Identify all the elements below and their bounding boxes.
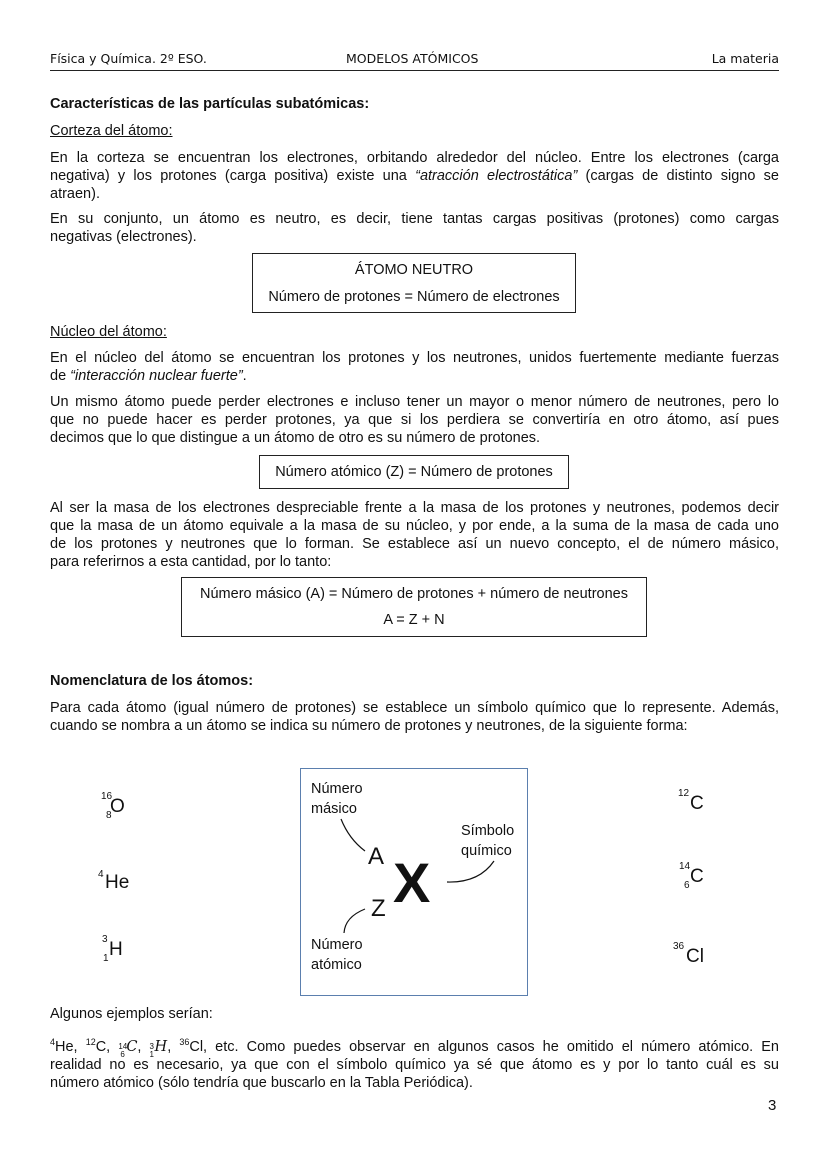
text-line: negativas (electrones). (50, 229, 197, 245)
label-chemical-symbol: Símbolo químico (461, 823, 515, 859)
box-atomic-number (259, 455, 569, 489)
text-line: Un mismo átomo puede perder electrones e incluso tener un mayor o menor número de neutrones, pero lo (50, 394, 779, 410)
text-line: atraen). (50, 186, 100, 202)
text-line: En su conjunto, un átomo es neutro, es decir, tiene tantas cargas positivas (protones) como cargas (50, 211, 779, 227)
text-line: de “interacción nuclear fuerte”. (50, 368, 247, 384)
text-line: decimos que lo que distingue a un átomo de otro es su número de protones. (50, 430, 541, 446)
heading-corteza: Corteza del átomo: (50, 123, 173, 139)
page-header (50, 51, 779, 71)
diagram-arrows (301, 769, 529, 997)
text-line: que no puede hacer es perder protones, ya que si los perdiera se convertiría en otro átomo, así pues (50, 412, 779, 428)
box-equation: A = Z + N (383, 612, 445, 628)
text-line: En la corteza se encuentran los electrones, orbitando alrededor del núcleo. Entre los electrones (carga (50, 150, 779, 166)
box-formula: Número atómico (Z) = Número de protones (275, 464, 553, 480)
label-mass-number: Número másico (311, 781, 363, 817)
text-line: negativa) y los protones (carga positiva) existe una “atracción electrostática” (cargas de distinto signo se (50, 168, 779, 184)
box-formula: Número de protones = Número de electrones (268, 289, 560, 305)
paragraph-neutral (50, 210, 779, 246)
box-neutral-atom (252, 253, 576, 313)
isotope-carbon-12: 12 C (678, 788, 704, 814)
text-line: Al ser la masa de los electrones despreciable frente a la masa de los protones y neutrones, podemos decir (50, 500, 779, 516)
notation-diagram (300, 768, 528, 996)
arrow-chemical-symbol (447, 861, 494, 882)
isotope-chlorine-36: 36 Cl (673, 941, 704, 967)
text-line: que la masa de un átomo equivale a la masa de su núcleo, y por ende, a la suma de la masa de cada uno (50, 518, 779, 534)
header-subject: Física y Química. 2º ESO. (50, 51, 207, 66)
text-line: cuando se nombra a un átomo se indica su número de protones y neutrones, de la siguiente forma: (50, 718, 688, 734)
paragraph-masa (50, 499, 779, 571)
examples-intro: Algunos ejemplos serían: (50, 1006, 213, 1022)
text-line: En el núcleo del átomo se encuentran los protones y los neutrones, unidos fuertemente mediante fuerzas (50, 350, 779, 366)
heading-nucleo: Núcleo del átomo: (50, 324, 167, 340)
text-line: de los protones y neutrones que lo forman. Se establece así un nuevo concepto, el de número másico, (50, 536, 779, 552)
header-title: MODELOS ATÓMICOS (346, 51, 479, 66)
isotope-carbon-14: 14 6 C (679, 861, 704, 891)
box-title: ÁTOMO NEUTRO (354, 262, 474, 278)
element-symbol-X: X (393, 851, 431, 914)
isotope-hydrogen-3: 3 1 H (102, 934, 123, 964)
text-line: realidad no es necesario, ya que con el símbolo químico ya sé que átomo es y por lo tanto cuál es su (50, 1056, 779, 1073)
mass-number-A: A (368, 843, 385, 870)
paragraph-nomenclature (50, 699, 779, 735)
paragraph-examples (50, 1033, 779, 1092)
section-title-subatomic: Características de las partículas subatómicas: (50, 96, 370, 112)
paragraph-nucleo (50, 349, 779, 385)
box-formula: Número másico (A) = Número de protones + número de neutrones (200, 586, 628, 602)
text-line: para referirnos a esta cantidad, por lo tanto: (50, 554, 332, 570)
isotope-oxygen-16: 16 8 O (101, 791, 125, 821)
header-topic: La materia (711, 51, 779, 66)
section-title-nomenclature: Nomenclatura de los átomos: (50, 673, 254, 689)
arrow-atomic-number (344, 909, 365, 933)
paragraph-protones (50, 393, 779, 447)
text-line: número atómico (sólo tendría que buscarlo en la Tabla Periódica). (50, 1074, 473, 1091)
text-line: $^4$He, $^{12}$C, 14 6 C, 3 1 H, $^{36}$Cl, etc. Como puedes observar en algunos casos he omitido el número atómico. En (50, 1037, 779, 1059)
atomic-number-Z: Z (371, 895, 386, 922)
label-atomic-number: Número atómico (311, 937, 363, 973)
page-number: 3 (768, 1097, 777, 1114)
text-line: Para cada átomo (igual número de protones) se establece un símbolo químico que lo represente. Además, (50, 700, 779, 716)
paragraph-corteza (50, 149, 779, 203)
isotope-helium-4: 4 He (98, 869, 130, 893)
box-mass-number (181, 577, 647, 637)
arrow-mass-number (341, 819, 365, 851)
